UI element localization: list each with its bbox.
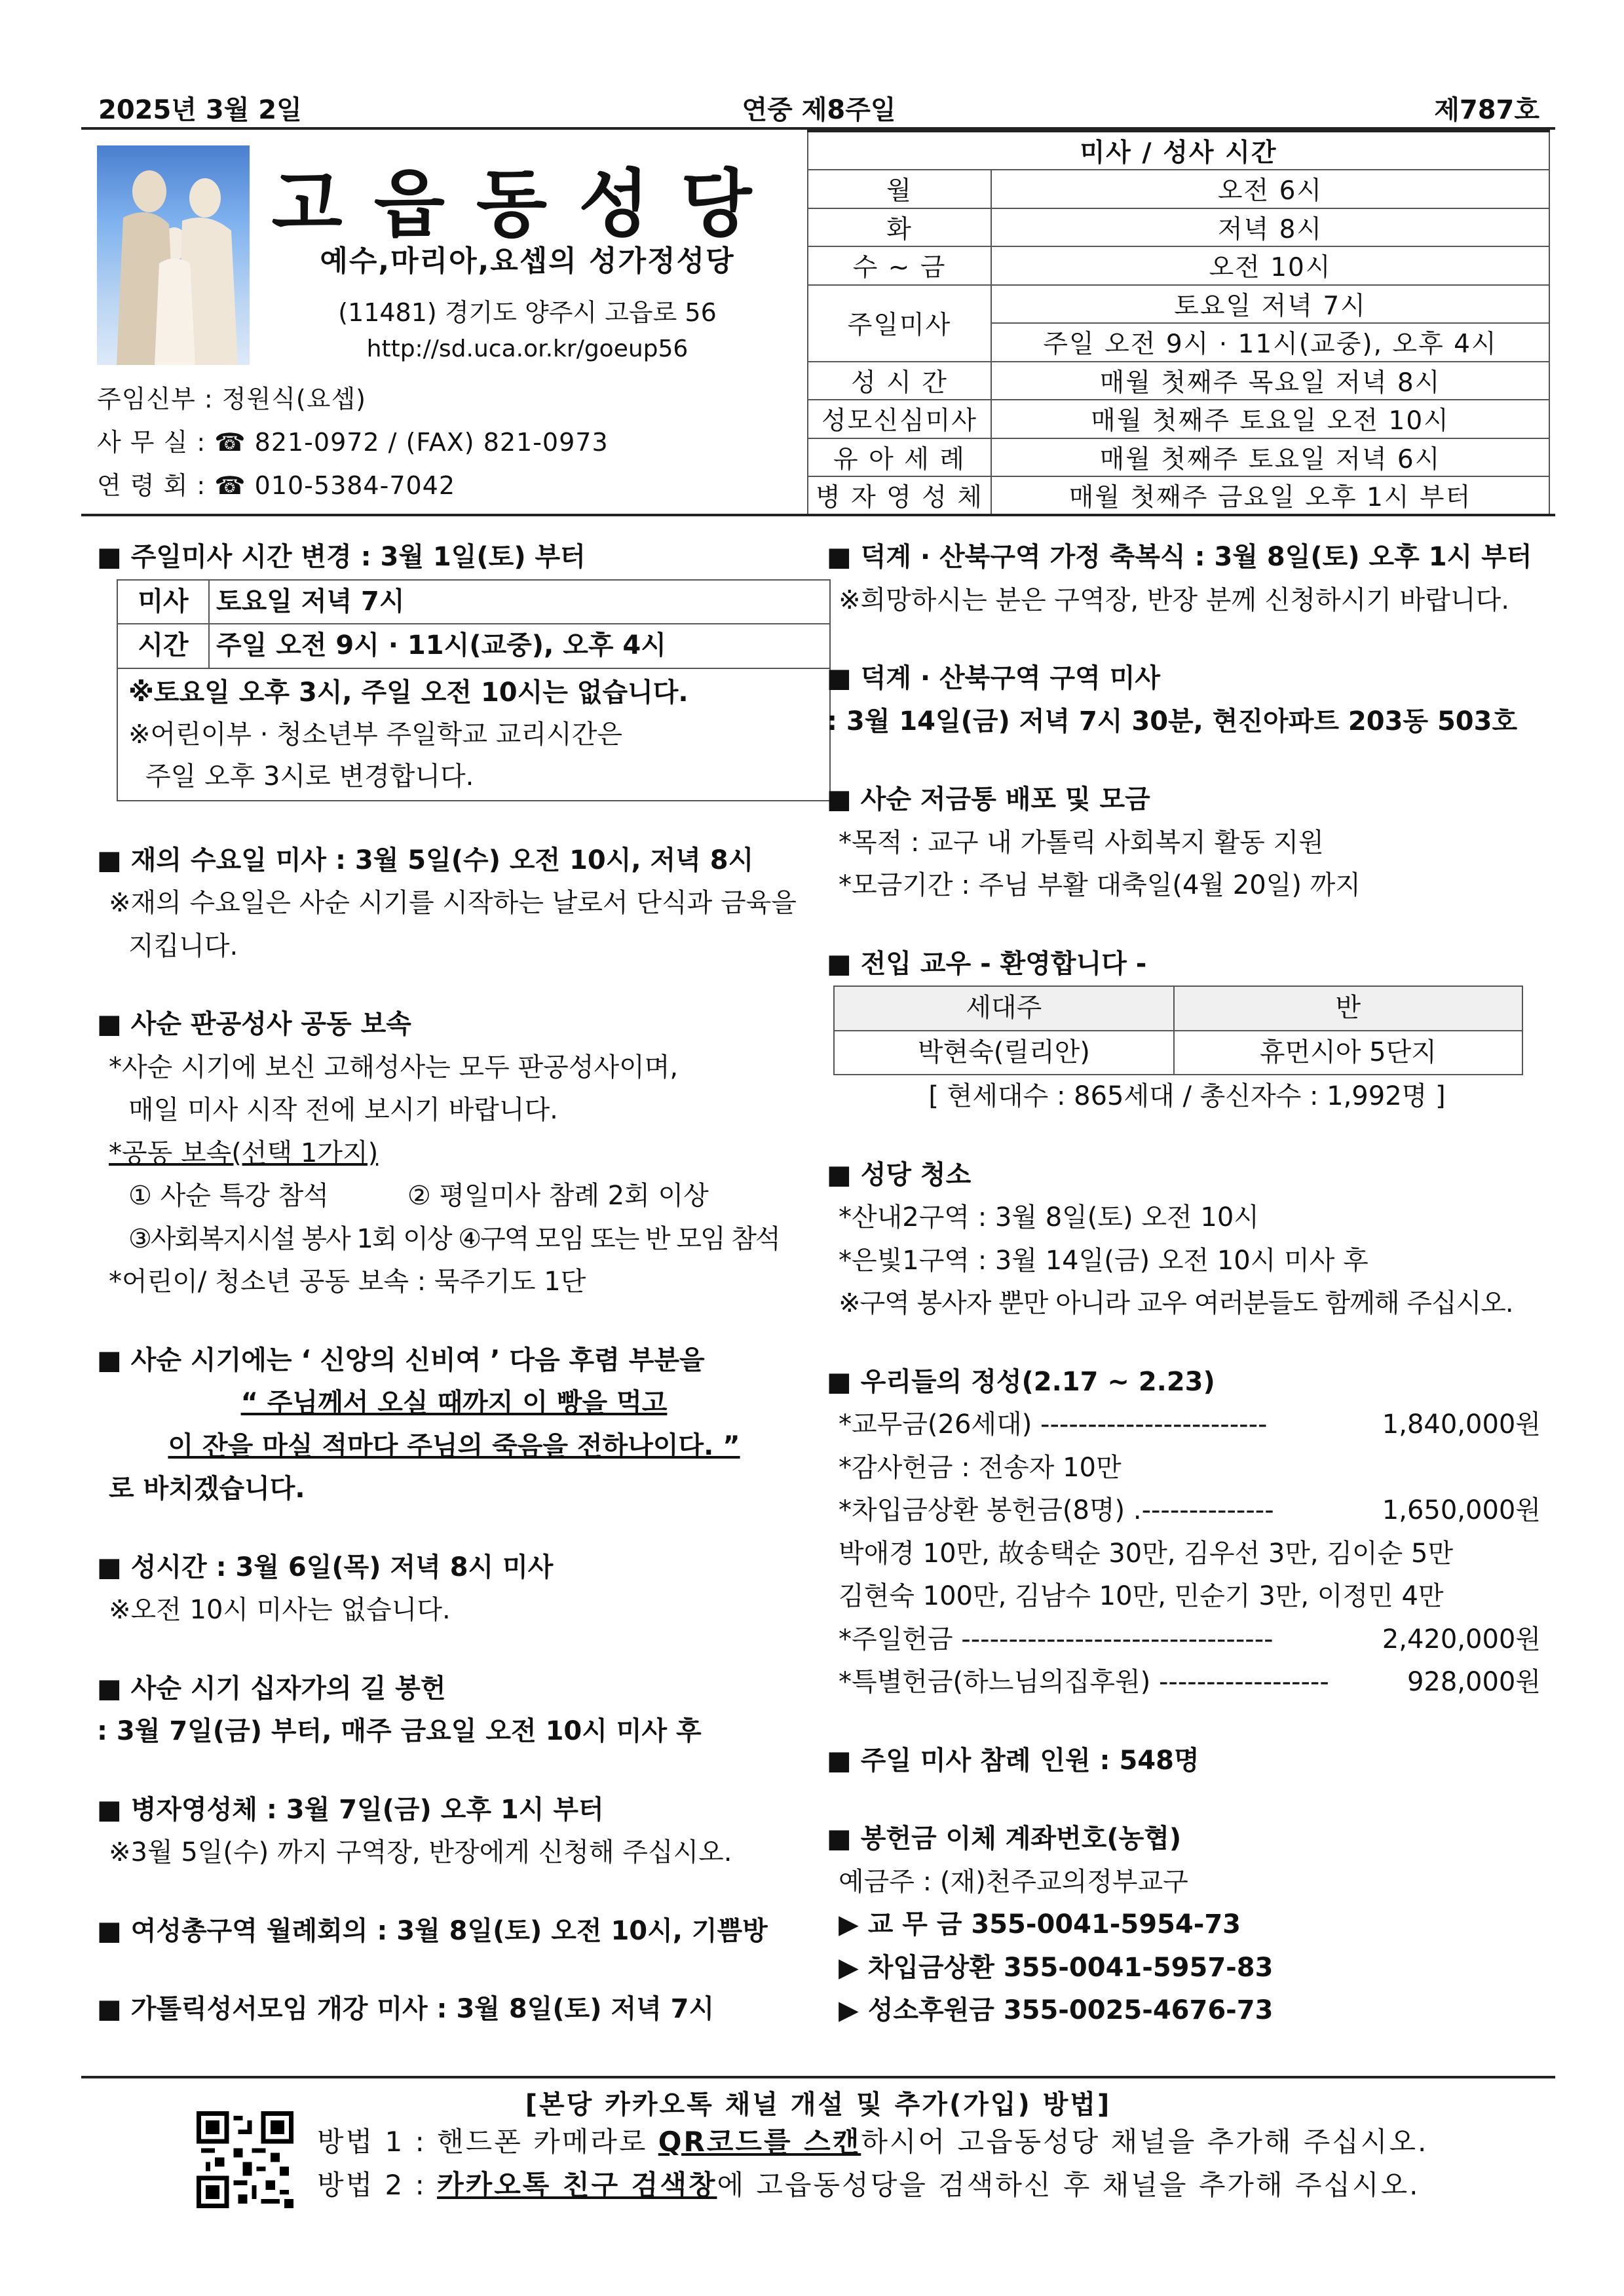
- issue-date: 2025년 3월 2일: [98, 95, 302, 125]
- schedule-day: 월: [808, 170, 991, 208]
- offering-amount: 1,840,000원: [1382, 1409, 1541, 1440]
- notice-text: 매일 미사 시작 전에 보시기 바랍니다.: [128, 1095, 558, 1125]
- schedule-time: 토요일 저녁 7시: [991, 285, 1549, 324]
- notice-text: *목적 : 교구 내 가톨릭 사회복지 활동 지원: [839, 827, 1324, 858]
- notice-title: ■ 전입 교우 - 환영합니다 -: [827, 948, 1147, 979]
- box-label: 시간: [117, 624, 209, 668]
- header-rule: [81, 514, 1555, 516]
- schedule-day: 병 자 영 성 체: [808, 476, 991, 515]
- notice-title: ■ 사순 판공성사 공동 보속: [97, 1009, 411, 1039]
- contact-office: 사 무 실 : ☎ 821-0972 / (FAX) 821-0973: [97, 428, 609, 457]
- notice-title: ■ 봉헌금 이체 계좌번호(농협): [827, 1824, 1182, 1854]
- method-highlight: 카카오톡 친구 검색창: [437, 2169, 717, 2201]
- kakao-method-1: [317, 2120, 1428, 2160]
- box-value: 토요일 저녁 7시: [209, 580, 830, 624]
- notice-title: ■ 사순 저금통 배포 및 모금: [827, 784, 1150, 814]
- offering-label: *교무금(26세대) ------------------------: [839, 1409, 1268, 1440]
- table-cell: 휴먼시아 5단지: [1174, 1031, 1522, 1075]
- notice-text: ※희망하시는 분은 구역장, 반장 분께 신청하시기 바랍니다.: [839, 584, 1509, 615]
- footer-title: [본당 카카오톡 채널 개설 및 추가(가입) 방법]: [525, 2090, 1112, 2120]
- notice-text: 로 바치겠습니다.: [109, 1474, 305, 1504]
- notice-title: ■ 성시간 : 3월 6일(목) 저녁 8시 미사: [97, 1552, 554, 1582]
- notice-text: : 3월 7일(금) 부터, 매주 금요일 오전 10시 미사 후: [97, 1716, 702, 1746]
- notice-text: *공동 보속(선택 1가지): [109, 1138, 379, 1168]
- notice-text: 지킵니다.: [128, 930, 238, 961]
- notice-text: ※오전 10시 미사는 없습니다.: [109, 1595, 451, 1625]
- notice-text: *모금기간 : 주님 부활 대축일(4월 20일) 까지: [839, 870, 1361, 900]
- notice-title: ■ 덕계 · 산북구역 가정 축복식 : 3월 8일(토) 오후 1시 부터: [827, 542, 1532, 572]
- schedule-time: 오전 6시: [991, 170, 1549, 208]
- method-text: 방법 2 :: [317, 2169, 438, 2201]
- account-number: ▶ 차입금상환 355-0041-5957-83: [839, 1952, 1274, 1983]
- schedule-day: 수 ~ 금: [808, 246, 991, 285]
- contact-funeral: 연 령 회 : ☎ 010-5384-7042: [97, 471, 456, 500]
- schedule-time: 매월 첫째주 토요일 저녁 6시: [991, 438, 1549, 477]
- notice-text: *산내2구역 : 3월 8일(토) 오전 10시: [839, 1202, 1259, 1233]
- offering-amount: 928,000원: [1407, 1667, 1541, 1697]
- notice-title: ■ 여성총구역 월례회의 : 3월 8일(토) 오전 10시, 기쁨방: [97, 1915, 768, 1946]
- table-header: 세대주: [834, 986, 1174, 1031]
- notice-text: : 3월 14일(금) 저녁 7시 30분, 현진아파트 203동 503호: [827, 706, 1518, 737]
- church-name: 고읍동성당: [271, 161, 784, 247]
- schedule-day: 유 아 세 례: [808, 438, 991, 477]
- schedule-day: 화: [808, 208, 991, 247]
- offering-label: *차입금상환 봉헌금(8명) .--------------: [839, 1495, 1274, 1525]
- box-label: 미사: [117, 580, 209, 624]
- right-column: [827, 536, 1547, 2033]
- notice-title: ■ 재의 수요일 미사 : 3월 5일(수) 오전 10시, 저녁 8시: [97, 845, 754, 875]
- offering-amount: 1,650,000원: [1382, 1495, 1541, 1525]
- notice-title: ■ 성당 청소: [827, 1159, 972, 1190]
- notice-text: 예금주 : (재)천주교의정부교구: [839, 1866, 1188, 1897]
- notice-text: ① 사순 특강 참석: [128, 1181, 329, 1211]
- notice-title: ■ 사순 시기 십자가의 길 봉헌: [97, 1673, 446, 1704]
- offering-amount: 2,420,000원: [1382, 1624, 1541, 1655]
- notice-text: 이 잔을 마실 적마다 주님의 죽음을 전하나이다. ”: [168, 1430, 740, 1461]
- issue-number: 제787호: [1434, 95, 1539, 125]
- offering-label: 박애경 10만, 故송택순 30만, 김우선 3만, 김이순 5만: [839, 1538, 1454, 1569]
- notice-title: ■ 주일미사 시간 변경 : 3월 1일(토) 부터: [97, 542, 586, 572]
- notice-title: ■ 주일 미사 참례 인원 : 548명: [827, 1745, 1199, 1776]
- church-url[interactable]: http://sd.uca.or.kr/goeup56: [366, 335, 689, 362]
- mass-schedule-table: [807, 130, 1550, 516]
- notice-text: ※재의 수요일은 사순 시기를 시작하는 날로서 단식과 금육을: [109, 888, 797, 918]
- left-column: [97, 536, 811, 2031]
- mass-schedule-title: 미사 / 성사 시간: [808, 131, 1549, 170]
- box-note: ※토요일 오후 3시, 주일 오전 10시는 없습니다.: [128, 677, 689, 708]
- offering-label: 김현숙 100만, 김남수 10만, 민순기 3만, 이정민 4만: [839, 1581, 1444, 1611]
- notice-text: ② 평일미사 참례 2회 이상: [407, 1181, 709, 1211]
- liturgical-week: 연중 제8주일: [742, 95, 896, 125]
- schedule-day: 성모신심미사: [808, 400, 991, 438]
- offering-label: *특별헌금(하느님의집후원) ------------------: [839, 1667, 1329, 1697]
- footer-rule: [81, 2076, 1555, 2078]
- parish-total: [ 현세대수 : 865세대 / 총신자수 : 1,992명 ]: [928, 1081, 1446, 1111]
- notice-text: “ 주님께서 오실 때까지 이 빵을 먹고: [240, 1388, 668, 1418]
- church-subtitle: 예수,마리아,요셉의 성가정성당: [320, 244, 735, 278]
- schedule-time: 매월 첫째주 토요일 오전 10시: [991, 400, 1549, 438]
- method-text: 하시어 고읍동성당 채널을 추가해 주십시오.: [861, 2126, 1429, 2158]
- schedule-time: 오전 10시: [991, 246, 1549, 285]
- box-note: ※어린이부 · 청소년부 주일학교 교리시간은: [128, 719, 622, 750]
- box-note: 주일 오후 3시로 변경합니다.: [145, 761, 474, 792]
- new-parishioner-table: [833, 985, 1523, 1075]
- church-address: (11481) 경기도 양주시 고읍로 56: [338, 298, 717, 327]
- schedule-day: 주일미사: [808, 285, 991, 362]
- table-cell: 박현숙(릴리안): [834, 1031, 1174, 1075]
- schedule-time: 매월 첫째주 목요일 저녁 8시: [991, 362, 1549, 400]
- notice-title: ■ 우리들의 정성(2.17 ~ 2.23): [827, 1366, 1215, 1397]
- offering-label: *감사헌금 : 전송자 10만: [839, 1452, 1122, 1483]
- account-number: ▶ 성소후원금 355-0025-4676-73: [839, 1995, 1274, 2025]
- notice-text: *은빛1구역 : 3월 14일(금) 오전 10시 미사 후: [839, 1245, 1369, 1276]
- notice-text: ※3월 5일(수) 까지 구역장, 반장에게 신청해 주십시오.: [109, 1837, 732, 1867]
- notice-text: ③사회복지시설 봉사 1회 이상 ④구역 모임 또는 반 모임 참석: [128, 1223, 780, 1254]
- schedule-time: 주일 오전 9시 · 11시(교중), 오후 4시: [991, 323, 1549, 362]
- account-number: ▶ 교 무 금 355-0041-5954-73: [839, 1909, 1241, 1940]
- notice-text: *사순 시기에 보신 고해성사는 모두 판공성사이며,: [109, 1052, 679, 1082]
- notice-text: ※구역 봉사자 뿐만 아니라 교우 여러분들도 함께해 주십시오.: [839, 1288, 1513, 1318]
- schedule-time: 저녁 8시: [991, 208, 1549, 247]
- notice-title: ■ 덕계 · 산북구역 구역 미사: [827, 663, 1161, 693]
- table-header: 반: [1174, 986, 1522, 1031]
- notice-title: ■ 가톨릭성서모임 개강 미사 : 3월 8일(토) 저녁 7시: [97, 1994, 715, 2024]
- offering-label: *주일헌금 ---------------------------------: [839, 1624, 1274, 1655]
- kakao-method-2: [317, 2164, 1420, 2203]
- box-value: 주일 오전 9시 · 11시(교중), 오후 4시: [209, 624, 830, 668]
- schedule-time: 매월 첫째주 금요일 오후 1시 부터: [991, 476, 1549, 515]
- qr-code-icon[interactable]: [197, 2111, 293, 2208]
- mass-change-box: [117, 579, 831, 801]
- schedule-day: 성 시 간: [808, 362, 991, 400]
- method-highlight: QR코드를 스캔: [658, 2126, 861, 2158]
- notice-title: ■ 병자영성체 : 3월 7일(금) 오후 1시 부터: [97, 1794, 604, 1825]
- holy-family-image: [97, 145, 250, 365]
- method-text: 에 고읍동성당을 검색하신 후 채널을 추가해 주십시오.: [717, 2169, 1420, 2201]
- method-text: 방법 1 : 핸드폰 카메라로: [317, 2126, 658, 2158]
- top-bar: [85, 84, 1553, 130]
- notice-text: *어린이/ 청소년 공동 보속 : 묵주기도 1단: [109, 1267, 586, 1297]
- contact-pastor: 주임신부 : 정원식(요셉): [97, 385, 366, 413]
- notice-title: ■ 사순 시기에는 ‘ 신앙의 신비여 ’ 다음 후렴 부분을: [97, 1345, 705, 1375]
